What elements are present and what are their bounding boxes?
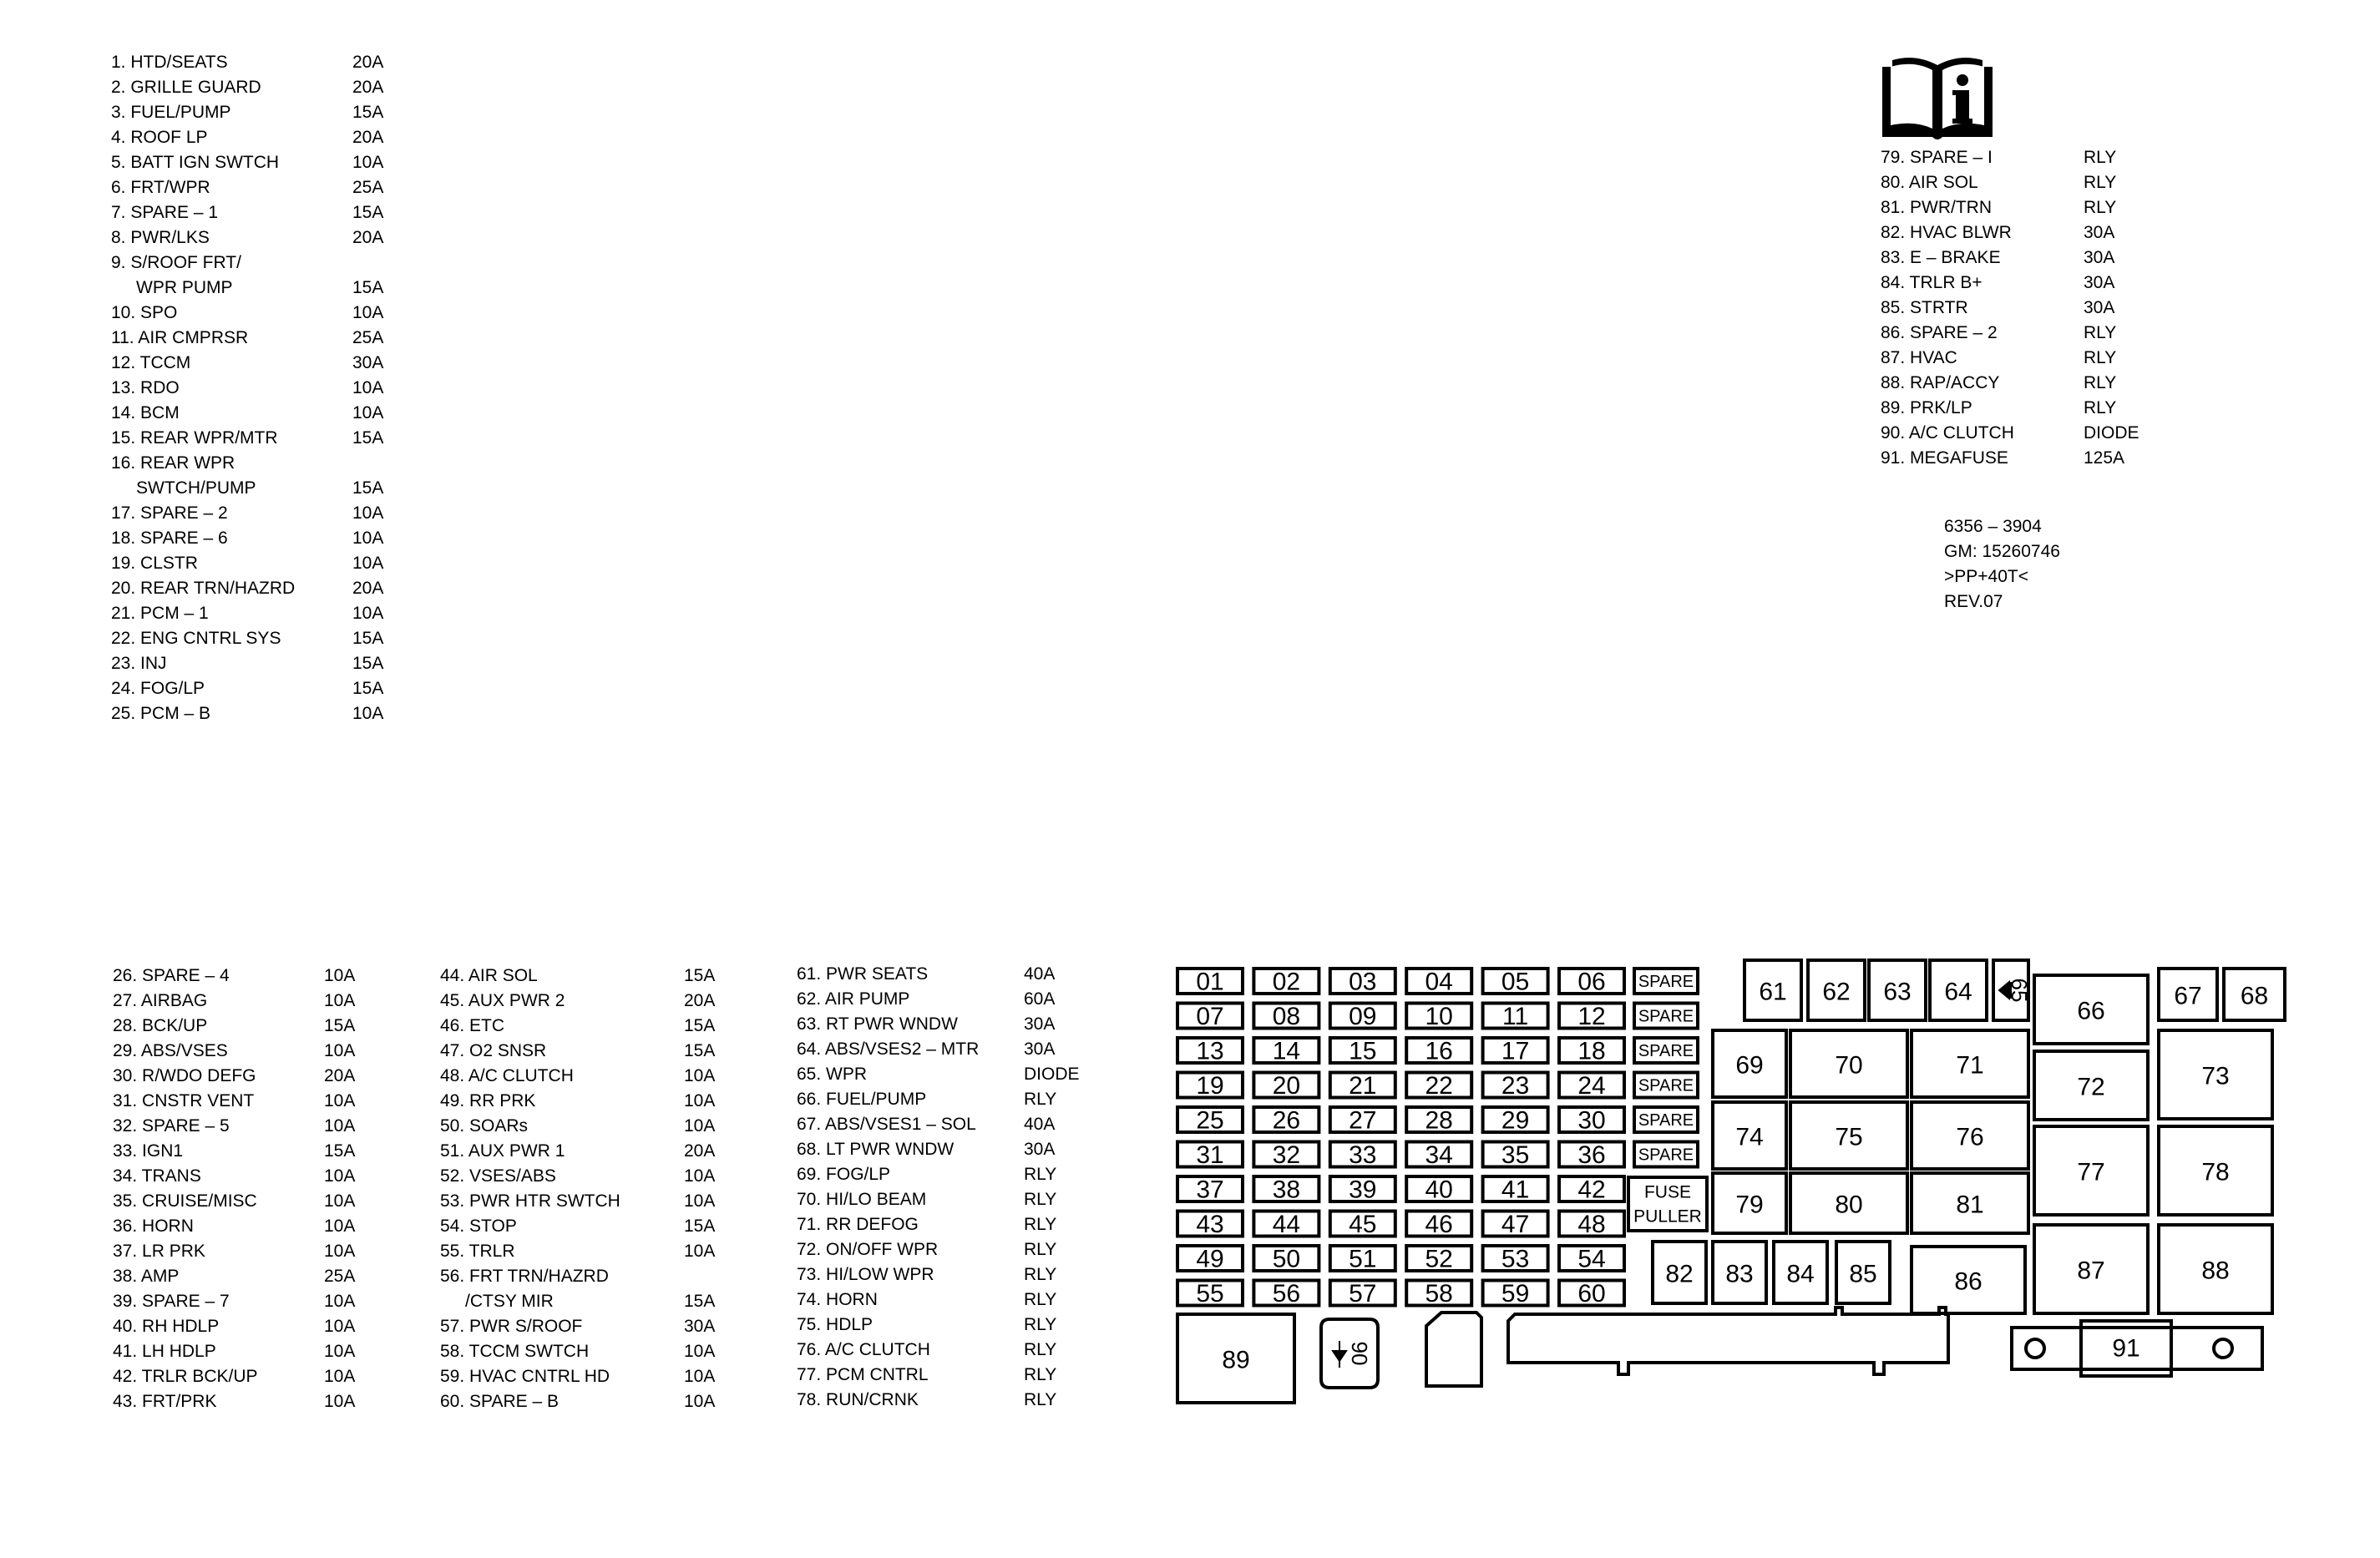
legend-item-rating: 20A	[352, 579, 384, 598]
legend-item-label: 82. HVAC BLWR	[1881, 223, 2012, 242]
legend-item-label: 15. REAR WPR/MTR	[111, 428, 278, 448]
fuse-number-05: 05	[1501, 968, 1530, 996]
fuse-number-89: 89	[1222, 1346, 1250, 1374]
legend-item-rating: 10A	[352, 303, 384, 322]
fuse-number-03: 03	[1349, 968, 1377, 996]
fuse-number-07: 07	[1196, 1003, 1224, 1030]
fuse-number-83: 83	[1725, 1260, 1754, 1288]
legend-item-label: 1. HTD/SEATS	[111, 53, 228, 72]
fuse-number-26: 26	[1272, 1106, 1301, 1135]
legend-item-label: 31. CNSTR VENT	[113, 1091, 255, 1110]
fuse-number-41: 41	[1501, 1176, 1530, 1204]
legend-item-rating: 10A	[352, 503, 384, 523]
legend-item-rating: 10A	[324, 966, 356, 985]
legend-item-rating: 20A	[324, 1066, 356, 1085]
fuse-number-81: 81	[1956, 1191, 1984, 1219]
fuse-number-27: 27	[1349, 1106, 1377, 1135]
legend-item-label: 20. REAR TRN/HAZRD	[111, 579, 296, 598]
legend-item-rating: 15A	[352, 428, 384, 448]
legend-item-rating: 10A	[352, 604, 384, 623]
legend-item-rating: 10A	[324, 1166, 356, 1186]
legend-item-rating: 10A	[324, 991, 356, 1010]
legend-item-label: 75. HDLP	[797, 1315, 874, 1334]
legend-item-label: 84. TRLR B+	[1881, 273, 1982, 292]
legend-item-rating: 15A	[352, 103, 384, 122]
fuse-number-40: 40	[1425, 1176, 1453, 1204]
fuse-number-60: 60	[1577, 1280, 1606, 1308]
legend-item-label: 62. AIR PUMP	[797, 989, 910, 1009]
legend-item-label: 60. SPARE – B	[440, 1392, 560, 1411]
fuse-number-42: 42	[1577, 1176, 1606, 1204]
fuse-number-24: 24	[1577, 1072, 1606, 1100]
fuse-number-69: 69	[1735, 1051, 1764, 1080]
legend-item-rating: 10A	[324, 1091, 356, 1110]
legend-item-label: 2. GRILLE GUARD	[111, 78, 261, 97]
legend-item-label: 39. SPARE – 7	[113, 1292, 230, 1311]
spare-label: SPARE	[1638, 1007, 1694, 1026]
fuse-number-88: 88	[2201, 1257, 2230, 1285]
legend-item-rating: RLY	[2084, 373, 2117, 392]
fuse-number-31: 31	[1196, 1141, 1224, 1169]
legend-item-rating: 20A	[684, 1141, 716, 1161]
fuse-number-35: 35	[1501, 1141, 1530, 1169]
fuse-number-91: 91	[2112, 1334, 2140, 1363]
fuse-number-56: 56	[1272, 1280, 1301, 1308]
legend-item-label: 3. FUEL/PUMP	[111, 103, 231, 122]
legend-item-label: 72. ON/OFF WPR	[797, 1240, 939, 1259]
legend-item-label: 87. HVAC	[1881, 348, 1957, 367]
fuse-number-08: 08	[1272, 1003, 1301, 1030]
legend-item-label: 63. RT PWR WNDW	[797, 1014, 958, 1034]
legend-item-label: 67. ABS/VSES1 – SOL	[797, 1115, 976, 1134]
legend-item-rating: RLY	[1024, 1265, 1057, 1284]
fuse-number-50: 50	[1272, 1245, 1301, 1273]
legend-item-label: 59. HVAC CNTRL HD	[440, 1367, 610, 1386]
legend-item-label: 26. SPARE – 4	[113, 966, 230, 985]
legend-item-rating: RLY	[2084, 348, 2117, 367]
legend-item-label: 36. HORN	[113, 1217, 194, 1236]
legend-item-label: 74. HORN	[797, 1290, 878, 1309]
legend-item-rating: 10A	[324, 1367, 356, 1386]
legend-item-rating: 10A	[684, 1091, 716, 1110]
legend-item-rating: 30A	[1024, 1140, 1056, 1159]
fuse-number-49: 49	[1196, 1245, 1224, 1273]
fuse-number-14: 14	[1272, 1037, 1301, 1065]
legend-item-rating: 15A	[352, 278, 384, 297]
legend-item-label: 40. RH HDLP	[113, 1317, 220, 1336]
legend-item-rating: 15A	[352, 203, 384, 222]
legend-item-label: 22. ENG CNTRL SYS	[111, 629, 281, 648]
fuse-number-55: 55	[1196, 1280, 1224, 1308]
part-number: 6356 – 3904	[1944, 517, 2042, 536]
fuse-number-25: 25	[1196, 1106, 1224, 1135]
fuse-number-46: 46	[1425, 1211, 1453, 1238]
fuse-puller-label: PULLER	[1633, 1206, 1702, 1227]
fuse-number-51: 51	[1349, 1245, 1377, 1273]
legend-item-label: 47. O2 SNSR	[440, 1041, 547, 1060]
fuse-number-13: 13	[1196, 1037, 1224, 1065]
legend-item-label: 17. SPARE – 2	[111, 503, 228, 523]
legend-item-rating: 15A	[684, 1292, 716, 1311]
fuse-number-58: 58	[1425, 1280, 1453, 1308]
fuse-number-62: 62	[1822, 978, 1851, 1006]
legend-item-rating: 60A	[1024, 989, 1056, 1009]
legend-item-rating: 20A	[352, 53, 384, 72]
fuse-number-57: 57	[1349, 1280, 1377, 1308]
legend-item-label: 43. FRT/PRK	[113, 1392, 217, 1411]
legend-item-rating: 10A	[352, 529, 384, 548]
legend-item-label: 66. FUEL/PUMP	[797, 1090, 927, 1109]
fuse-number-84: 84	[1786, 1260, 1815, 1288]
legend-item-rating: 20A	[352, 228, 384, 247]
fuse-number-22: 22	[1425, 1072, 1453, 1100]
fuse-number-15: 15	[1349, 1037, 1377, 1065]
fuse-number-38: 38	[1272, 1176, 1301, 1204]
legend-item-rating: 25A	[352, 328, 384, 347]
legend-item-rating: RLY	[1024, 1365, 1057, 1384]
fuse-number-63: 63	[1883, 978, 1912, 1006]
legend-item-rating: 15A	[324, 1016, 356, 1035]
legend-item-label: 35. CRUISE/MISC	[113, 1191, 257, 1211]
legend-item-label: 38. AMP	[113, 1267, 180, 1286]
legend-item-label: 68. LT PWR WNDW	[797, 1140, 955, 1159]
legend-item-label: 48. A/C CLUTCH	[440, 1066, 574, 1085]
legend-item-rating: RLY	[2084, 173, 2117, 192]
legend-item-rating: 15A	[352, 478, 384, 498]
fuse-number-67: 67	[2174, 982, 2202, 1010]
legend-item-rating: 10A	[684, 1367, 716, 1386]
fuse-number-77: 77	[2077, 1158, 2105, 1186]
legend-item-label: 58. TCCM SWTCH	[440, 1342, 590, 1361]
legend-item-rating: 15A	[684, 1217, 716, 1236]
fuse-number-20: 20	[1272, 1072, 1301, 1100]
legend-item-label: 23. INJ	[111, 654, 167, 673]
legend-item-rating: 10A	[684, 1116, 716, 1136]
spare-label: SPARE	[1638, 1042, 1694, 1060]
spare-label: SPARE	[1638, 1146, 1694, 1165]
legend-item-label: 45. AUX PWR 2	[440, 991, 565, 1010]
legend-item-rating: RLY	[1024, 1340, 1057, 1359]
legend-item-rating: 25A	[324, 1267, 356, 1286]
legend-item-label: 25. PCM – B	[111, 704, 211, 723]
legend-item-rating: 30A	[1024, 1040, 1056, 1059]
legend-item-rating: 20A	[684, 991, 716, 1010]
legend-item-label: 88. RAP/ACCY	[1881, 373, 2000, 392]
legend-item-label: SWTCH/PUMP	[136, 478, 256, 498]
fuse-number-12: 12	[1577, 1003, 1606, 1030]
legend-item-label: 5. BATT IGN SWTCH	[111, 153, 280, 172]
legend-item-rating: 10A	[352, 153, 384, 172]
legend-item-label: 7. SPARE – 1	[111, 203, 219, 222]
legend-item-rating: 10A	[352, 378, 384, 397]
fuse-number-52: 52	[1425, 1245, 1453, 1273]
fuse-number-33: 33	[1349, 1141, 1377, 1169]
legend-item-label: WPR PUMP	[136, 278, 233, 297]
legend-item-rating: 10A	[324, 1217, 356, 1236]
legend-item-rating: 40A	[1024, 964, 1056, 984]
legend-item-rating: RLY	[2084, 323, 2117, 342]
legend-item-label: 4. ROOF LP	[111, 128, 208, 147]
fuse-number-90: 90	[1347, 1341, 1372, 1366]
fuse-number-71: 71	[1956, 1051, 1984, 1080]
fuse-number-30: 30	[1577, 1106, 1606, 1135]
legend-item-rating: 10A	[324, 1041, 356, 1060]
fuse-number-17: 17	[1501, 1037, 1530, 1065]
legend-item-label: 19. CLSTR	[111, 554, 198, 573]
legend-item-rating: 25A	[352, 178, 384, 197]
legend-item-label: 70. HI/LO BEAM	[797, 1190, 927, 1209]
legend-item-rating: 15A	[684, 1016, 716, 1035]
fuse-number-76: 76	[1956, 1123, 1984, 1151]
legend-item-rating: 10A	[684, 1066, 716, 1085]
legend-item-label: 42. TRLR BCK/UP	[113, 1367, 258, 1386]
legend-item-label: 80. AIR SOL	[1881, 173, 1978, 192]
legend-item-rating: 10A	[684, 1242, 716, 1261]
legend-item-rating: 10A	[324, 1342, 356, 1361]
fuse-number-80: 80	[1835, 1191, 1863, 1219]
legend-item-rating: 15A	[352, 629, 384, 648]
legend-item-rating: 10A	[352, 554, 384, 573]
legend-item-label: 69. FOG/LP	[797, 1165, 891, 1184]
legend-item-rating: 10A	[684, 1166, 716, 1186]
fuse-number-37: 37	[1196, 1176, 1224, 1204]
fuse-number-04: 04	[1425, 968, 1453, 996]
legend-item-rating: 125A	[2084, 448, 2125, 468]
fuse-number-11: 11	[1502, 1003, 1529, 1030]
legend-item-label: 53. PWR HTR SWTCH	[440, 1191, 620, 1211]
legend-item-label: 18. SPARE – 6	[111, 529, 228, 548]
legend-item-label: 77. PCM CNTRL	[797, 1365, 929, 1384]
fuse-number-86: 86	[1954, 1267, 1982, 1296]
legend-item-label: 32. SPARE – 5	[113, 1116, 230, 1136]
legend-item-rating: 15A	[352, 679, 384, 698]
fuse-number-61: 61	[1759, 978, 1787, 1006]
legend-item-label: 86. SPARE – 2	[1881, 323, 1998, 342]
fuse-number-16: 16	[1425, 1037, 1453, 1065]
legend-item-label: 46. ETC	[440, 1016, 505, 1035]
fuse-number-68: 68	[2240, 982, 2269, 1010]
legend-item-rating: 30A	[684, 1317, 716, 1336]
fuse-number-64: 64	[1944, 978, 1972, 1006]
legend-item-rating: 30A	[1024, 1014, 1056, 1034]
legend-item-label: 51. AUX PWR 1	[440, 1141, 565, 1161]
fuse-number-34: 34	[1425, 1141, 1453, 1169]
legend-item-rating: RLY	[1024, 1315, 1057, 1334]
fuse-number-06: 06	[1577, 968, 1606, 996]
legend-item-label: 49. RR PRK	[440, 1091, 536, 1110]
connector-housing	[1426, 1313, 1481, 1386]
legend-item-rating: 20A	[352, 128, 384, 147]
material-code: >PP+40T<	[1944, 567, 2028, 586]
fuse-number-44: 44	[1272, 1211, 1301, 1238]
fuse-number-72: 72	[2077, 1073, 2105, 1101]
gm-number: GM: 15260746	[1944, 542, 2060, 561]
legend-item-rating: 30A	[2084, 248, 2115, 267]
fuse-number-10: 10	[1425, 1003, 1453, 1030]
fuse-number-87: 87	[2077, 1257, 2105, 1285]
legend-item-rating: RLY	[2084, 398, 2117, 417]
fuse-number-48: 48	[1577, 1211, 1606, 1238]
legend-item-label: 33. IGN1	[113, 1141, 184, 1161]
legend-item-rating: RLY	[1024, 1190, 1057, 1209]
legend-item-label: 55. TRLR	[440, 1242, 515, 1261]
legend-item-label: 27. AIRBAG	[113, 991, 208, 1010]
legend-item-rating: RLY	[1024, 1390, 1057, 1409]
legend-item-label: /CTSY MIR	[465, 1292, 554, 1311]
legend-item-rating: RLY	[1024, 1165, 1057, 1184]
legend-item-label: 28. BCK/UP	[113, 1016, 208, 1035]
legend-item-label: 91. MEGAFUSE	[1881, 448, 2008, 468]
spare-label: SPARE	[1638, 973, 1694, 991]
fuse-number-79: 79	[1735, 1191, 1764, 1219]
legend-item-rating: DIODE	[1024, 1065, 1080, 1084]
spare-label: SPARE	[1638, 1076, 1694, 1095]
legend-item-label: 85. STRTR	[1881, 298, 1968, 317]
legend-item-label: 44. AIR SOL	[440, 966, 538, 985]
legend-item-rating: 10A	[352, 403, 384, 422]
revision: REV.07	[1944, 592, 2003, 611]
legend-item-label: 24. FOG/LP	[111, 679, 205, 698]
spare-label: SPARE	[1638, 1111, 1694, 1130]
legend-item-label: 76. A/C CLUTCH	[797, 1340, 930, 1359]
legend-item-label: 10. SPO	[111, 303, 178, 322]
legend-item-rating: 15A	[352, 654, 384, 673]
legend-item-rating: 10A	[324, 1116, 356, 1136]
legend-item-rating: 10A	[324, 1317, 356, 1336]
fuse-number-01: 01	[1196, 968, 1224, 996]
legend-item-label: 37. LR PRK	[113, 1242, 205, 1261]
fuse-number-21: 21	[1349, 1072, 1377, 1100]
fuse-number-65: 65	[2007, 978, 2032, 1003]
fuse-number-74: 74	[1735, 1123, 1764, 1151]
fuse-number-09: 09	[1349, 1003, 1377, 1030]
legend-item-rating: 10A	[324, 1292, 356, 1311]
legend-item-label: 61. PWR SEATS	[797, 964, 929, 984]
fuse-number-66: 66	[2077, 997, 2105, 1025]
legend-item-label: 6. FRT/WPR	[111, 178, 210, 197]
legend-item-label: 83. E – BRAKE	[1881, 248, 2001, 267]
legend-item-label: 81. PWR/TRN	[1881, 198, 1993, 217]
legend-item-label: 30. R/WDO DEFG	[113, 1066, 256, 1085]
legend-item-rating: 10A	[684, 1191, 716, 1211]
legend-item-rating: 10A	[352, 704, 384, 723]
legend-item-rating: RLY	[2084, 148, 2117, 167]
fuse-number-39: 39	[1349, 1176, 1377, 1204]
legend-item-rating: 10A	[684, 1342, 716, 1361]
fuse-number-32: 32	[1272, 1141, 1301, 1169]
fuse-number-73: 73	[2201, 1062, 2230, 1090]
fuse-number-54: 54	[1577, 1245, 1606, 1273]
fuse-number-59: 59	[1501, 1280, 1530, 1308]
legend-item-label: 54. STOP	[440, 1217, 517, 1236]
legend-item-rating: 30A	[2084, 223, 2115, 242]
legend-item-label: 89. PRK/LP	[1881, 398, 1972, 417]
legend-item-rating: 30A	[352, 353, 384, 372]
fuse-number-47: 47	[1501, 1211, 1530, 1238]
legend-item-label: 8. PWR/LKS	[111, 228, 210, 247]
fuse-number-36: 36	[1577, 1141, 1606, 1169]
legend-item-label: 71. RR DEFOG	[797, 1215, 919, 1234]
legend-item-label: 64. ABS/VSES2 – MTR	[797, 1040, 980, 1059]
fuse-number-02: 02	[1272, 968, 1301, 996]
fuse-number-43: 43	[1196, 1211, 1224, 1238]
legend-item-rating: 40A	[1024, 1115, 1056, 1134]
legend-item-rating: RLY	[1024, 1215, 1057, 1234]
legend-item-rating: 15A	[324, 1141, 356, 1161]
legend-item-label: 41. LH HDLP	[113, 1342, 216, 1361]
legend-item-rating: DIODE	[2084, 423, 2139, 443]
fuse-number-29: 29	[1501, 1106, 1530, 1135]
legend-item-label: 21. PCM – 1	[111, 604, 209, 623]
legend-item-label: 29. ABS/VSES	[113, 1041, 228, 1060]
legend-item-label: 90. A/C CLUTCH	[1881, 423, 2014, 443]
legend-item-rating: RLY	[1024, 1090, 1057, 1109]
fuse-puller-label: FUSE	[1643, 1182, 1692, 1202]
fuse-number-28: 28	[1425, 1106, 1453, 1135]
legend-item-rating: RLY	[1024, 1240, 1057, 1259]
fuse-number-53: 53	[1501, 1245, 1530, 1273]
legend-item-rating: 10A	[684, 1392, 716, 1411]
megafuse-bolt-icon	[2026, 1339, 2044, 1358]
legend-item-label: 79. SPARE – I	[1881, 148, 1993, 167]
legend-item-rating: 15A	[684, 1041, 716, 1060]
legend-item-label: 65. WPR	[797, 1065, 868, 1084]
legend-item-rating: 30A	[2084, 298, 2115, 317]
legend-item-label: 9. S/ROOF FRT/	[111, 253, 241, 272]
fuse-number-82: 82	[1665, 1260, 1694, 1288]
fuse-number-70: 70	[1835, 1051, 1863, 1080]
legend-item-label: 50. SOARs	[440, 1116, 529, 1136]
legend-item-label: 13. RDO	[111, 378, 180, 397]
megafuse-bolt-icon	[2214, 1339, 2232, 1358]
legend-item-rating: 15A	[684, 966, 716, 985]
legend-item-rating: 30A	[2084, 273, 2115, 292]
legend-item-label: 56. FRT TRN/HAZRD	[440, 1267, 609, 1286]
legend-item-label: 14. BCM	[111, 403, 180, 422]
legend-item-rating: 10A	[324, 1392, 356, 1411]
legend-item-label: 73. HI/LOW WPR	[797, 1265, 934, 1284]
legend-item-label: 57. PWR S/ROOF	[440, 1317, 583, 1336]
legend-item-rating: RLY	[1024, 1290, 1057, 1309]
diode-90-symbol-icon	[1333, 1341, 1346, 1368]
fuse-number-85: 85	[1849, 1260, 1877, 1288]
legend-item-label: 52. VSES/ABS	[440, 1166, 556, 1186]
legend-item-label: 78. RUN/CRNK	[797, 1390, 919, 1409]
legend-item-rating: 20A	[352, 78, 384, 97]
legend-item-rating: 10A	[324, 1242, 356, 1261]
legend-item-rating: 10A	[324, 1191, 356, 1211]
fuse-number-45: 45	[1349, 1211, 1377, 1238]
fuse-number-75: 75	[1835, 1123, 1863, 1151]
fuse-number-78: 78	[2201, 1158, 2230, 1186]
fuse-number-18: 18	[1577, 1037, 1606, 1065]
legend-item-rating: RLY	[2084, 198, 2117, 217]
legend-item-label: 16. REAR WPR	[111, 453, 235, 473]
fuse-number-19: 19	[1196, 1072, 1224, 1100]
fuse-number-23: 23	[1501, 1072, 1530, 1100]
legend-item-label: 11. AIR CMPRSR	[111, 328, 249, 347]
legend-item-label: 34. TRANS	[113, 1166, 201, 1186]
legend-item-label: 12. TCCM	[111, 353, 191, 372]
bus-bar	[1508, 1308, 1948, 1374]
